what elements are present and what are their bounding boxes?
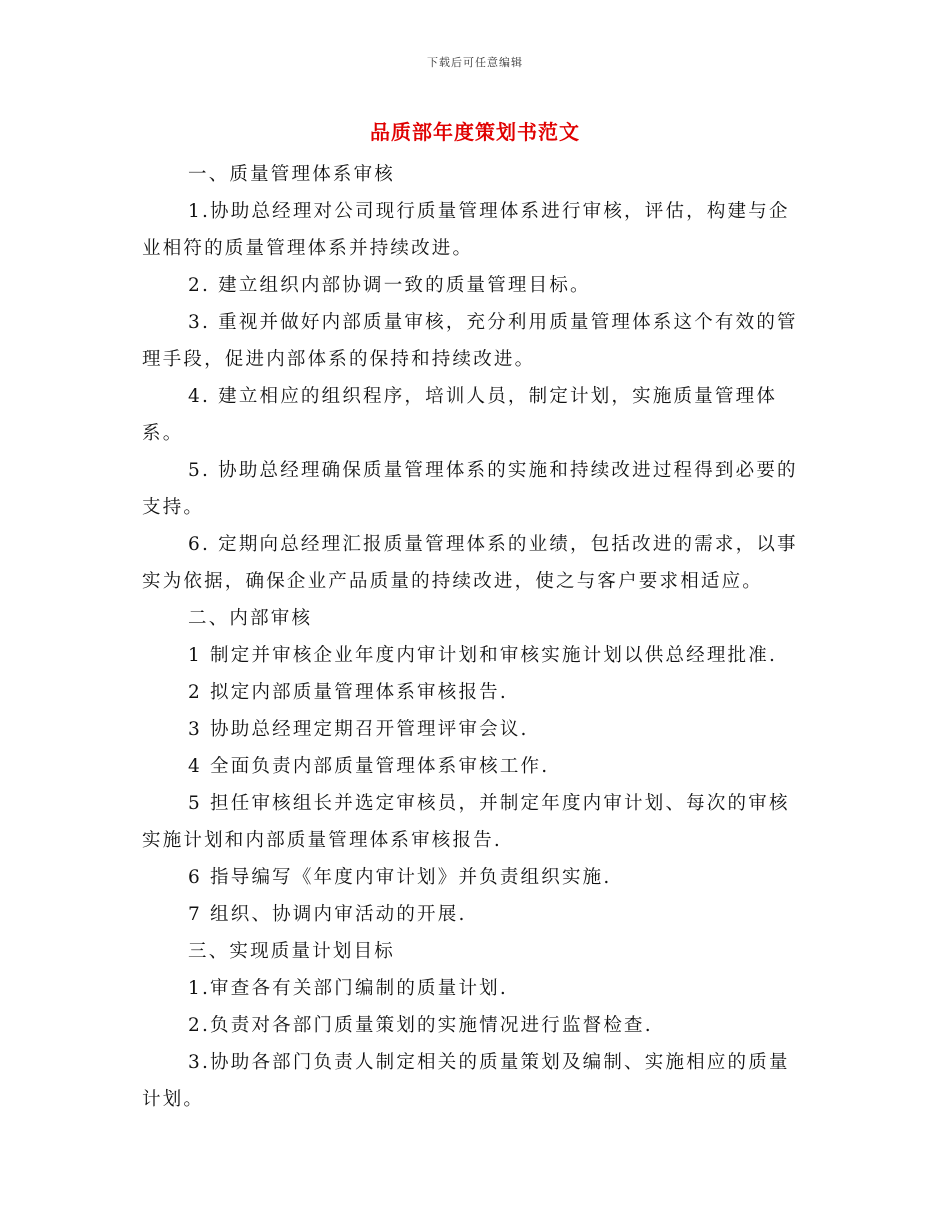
paragraph: 2 拟定内部质量管理体系审核报告.: [188, 682, 508, 703]
paragraph: 2. 建立组织内部协调一致的质量管理目标。: [188, 275, 591, 296]
document-title: 品质部年度策划书范文: [370, 120, 580, 144]
paragraph: 6. 定期向总经理汇报质量管理体系的业绩，包括改进的需求，以事实为依据，确保企业产品质量的持续改进，使之与客户要求相适应。: [142, 534, 798, 592]
paragraph: 5. 协助总经理确保质量管理体系的实施和持续改进过程得到必要的支持。: [142, 460, 798, 518]
paragraph: 5 担任审核组长并选定审核员，并制定年度内审计划、每次的审核实施计划和内部质量管理体系审核报告.: [142, 793, 790, 851]
paragraph: 3.协助各部门负责人制定相关的质量策划及编制、实施相应的质量计划。: [142, 1052, 790, 1110]
paragraph: 4 全面负责内部质量管理体系审核工作.: [188, 756, 550, 777]
paragraph: 7 组织、协调内审活动的开展.: [188, 904, 467, 925]
paragraph: 6 指导编写《年度内审计划》并负责组织实施.: [188, 867, 612, 888]
paragraph: 1.审查各有关部门编制的质量计划.: [188, 978, 508, 999]
section-heading-1: 一、质量管理体系审核: [188, 164, 396, 185]
paragraph: 2.负责对各部门质量策划的实施情况进行监督检查.: [188, 1015, 653, 1036]
paragraph: 1.协助总经理对公司现行质量管理体系进行审核，评估，构建与企业相符的质量管理体系并持续改进。: [142, 201, 790, 259]
paragraph: 1 制定并审核企业年度内审计划和审核实施计划以供总经理批准.: [188, 645, 778, 666]
section-heading-2: 二、内部审核: [188, 608, 313, 629]
paragraph: 4. 建立相应的组织程序，培训人员，制定计划，实施质量管理体系。: [142, 386, 778, 444]
document-body: [142, 156, 810, 1118]
header-note: 下载后可任意编辑: [427, 56, 523, 69]
paragraph: 3 协助总经理定期召开管理评审会议.: [188, 719, 529, 740]
section-heading-3: 三、实现质量计划目标: [188, 941, 396, 962]
paragraph: 3. 重视并做好内部质量审核，充分利用质量管理体系这个有效的管理手段，促进内部体系的保持和持续改进。: [142, 312, 798, 370]
